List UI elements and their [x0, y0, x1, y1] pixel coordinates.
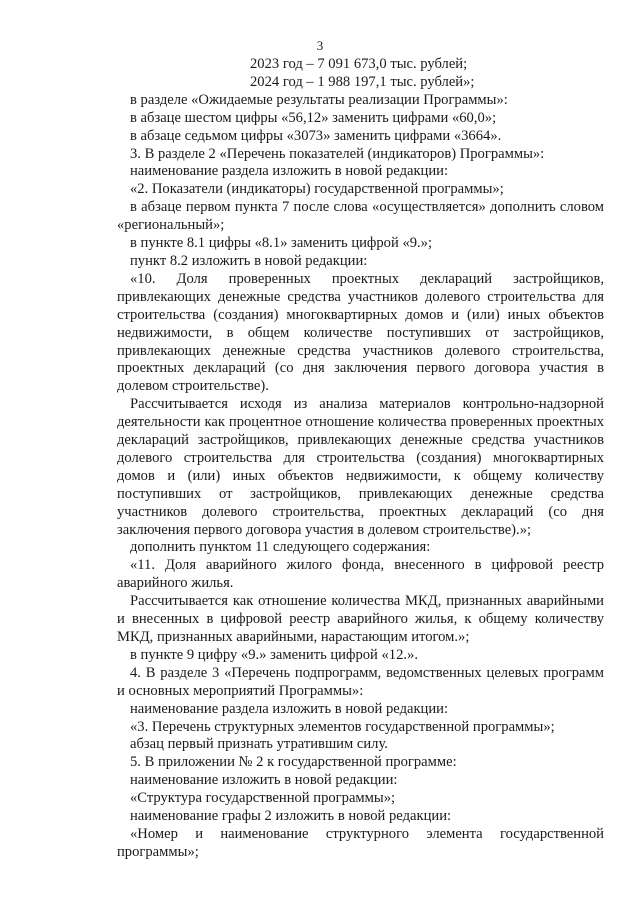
paragraph: наименование раздела изложить в новой редакции:	[130, 163, 449, 180]
document-body	[117, 56, 604, 862]
paragraph: Рассчитывается исходя из анализа материалов контрольно-надзорной деятельности как процентное отношение количества проверенных проектных деклараций застройщиков, привлекающих денежные средства участников долевого строительства для строительства (создания) многоквартирных домов и (или) иных объектов недвижимости, к общему количеству поступивших от застройщиков, привлекающих денежные средства участников долевого строительства, проектных деклараций (со дня заключения первого договора участия в долевом строительстве).»;	[117, 396, 604, 538]
paragraph: дополнить пунктом 11 следующего содержания:	[130, 539, 431, 556]
paragraph: «Структура государственной программы»;	[130, 790, 396, 807]
paragraph: «Номер и наименование структурного элемента государственной программы»;	[117, 825, 604, 860]
paragraph: «3. Перечень структурных элементов государственной программы»;	[130, 718, 555, 735]
paragraph: в пункте 8.1 цифры «8.1» заменить цифрой «9.»;	[130, 235, 433, 252]
page-number: 3	[316, 38, 324, 53]
paragraph: в пункте 9 цифру «9.» заменить цифрой «12.».	[130, 646, 418, 663]
paragraph: «2. Показатели (индикаторы) государственной программы»;	[130, 181, 504, 198]
paragraph: Рассчитывается как отношение количества МКД, признанных аварийными и внесенных в цифровой реестр аварийного жилья, к общему количеству МКД, признанных аварийными, нарастающим итогом.»;	[117, 593, 604, 645]
paragraph: 3. В разделе 2 «Перечень показателей (индикаторов) Программы»:	[130, 145, 545, 162]
paragraph: пункт 8.2 изложить в новой редакции:	[130, 252, 368, 269]
paragraph: в разделе «Ожидаемые результаты реализации Программы»:	[130, 91, 508, 108]
paragraph: наименование графы 2 изложить в новой редакции:	[130, 808, 452, 825]
paragraph: в абзаце первом пункта 7 после слова «осуществляется» дополнить словом «региональный»;	[117, 199, 604, 234]
paragraph: «11. Доля аварийного жилого фонда, внесенного в цифровой реестр аварийного жилья.	[117, 557, 604, 592]
paragraph: 4. В разделе 3 «Перечень подпрограмм, ведомственных целевых программ и основных мероприятий Программы»:	[117, 664, 604, 699]
paragraph: наименование изложить в новой редакции:	[130, 772, 398, 789]
paragraph: абзац первый признать утратившим силу.	[130, 736, 388, 753]
paragraph: в абзаце седьмом цифры «3073» заменить цифрами «3664».	[130, 127, 502, 144]
paragraph: 2024 год – 1 988 197,1 тыс. рублей»;	[250, 73, 475, 90]
paragraph: 2023 год – 7 091 673,0 тыс. рублей;	[250, 56, 468, 72]
paragraph: в абзаце шестом цифры «56,12» заменить цифрами «60,0»;	[130, 109, 497, 126]
paragraph: 5. В приложении № 2 к государственной программе:	[130, 754, 457, 771]
paragraph: «10. Доля проверенных проектных деклараций застройщиков, привлекающих денежные средства участников долевого строительства для строительства (создания) многоквартирных домов и (или) иных объектов недвижимости, в общем количестве поступивших от застройщиков, привлекающих денежные средства участников долевого строительства, проектных деклараций (со дня заключения первого договора участия в долевом строительстве).	[117, 270, 604, 395]
paragraph: наименование раздела изложить в новой редакции:	[130, 700, 449, 717]
